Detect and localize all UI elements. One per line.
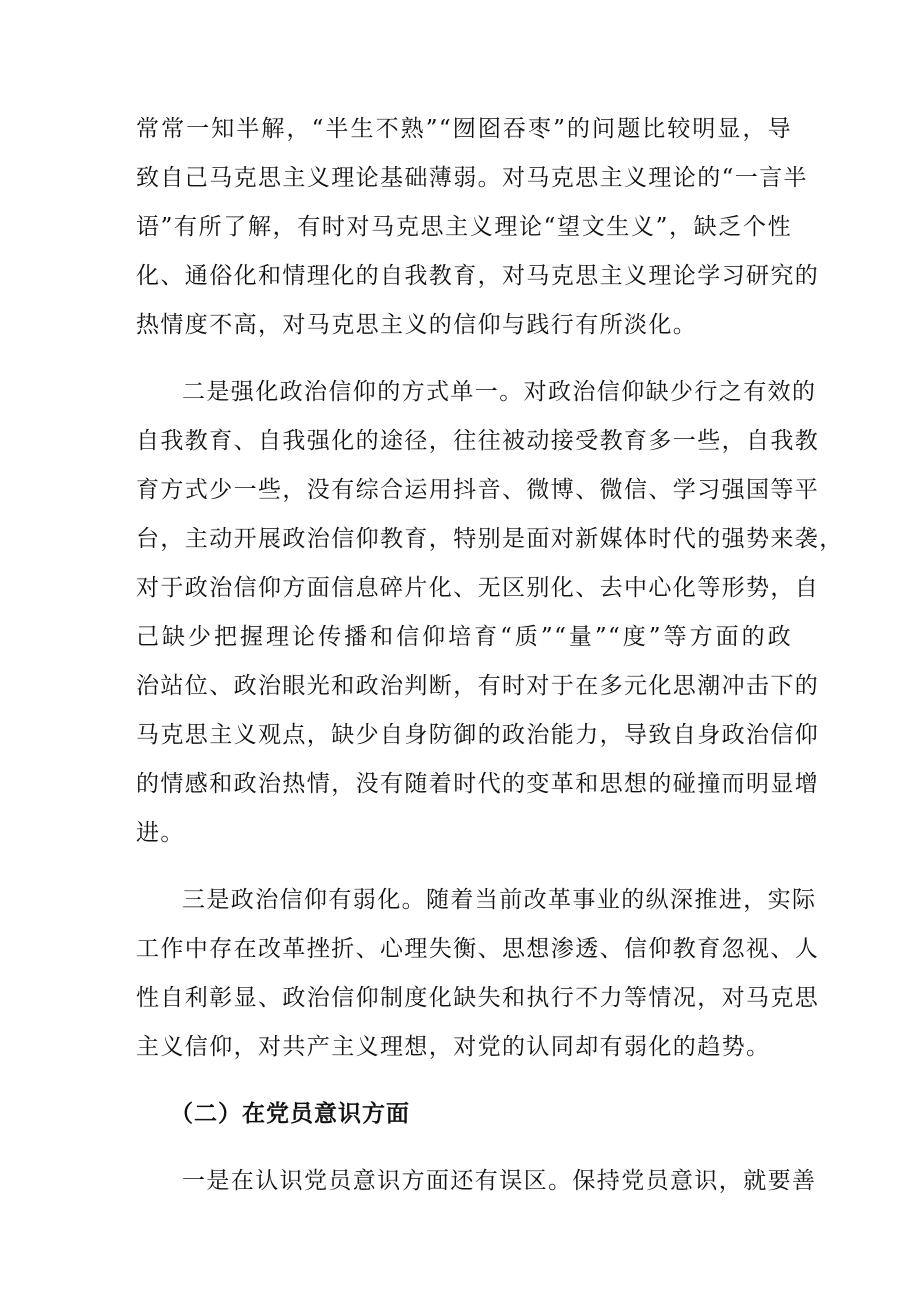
paragraph-3-line-3: 性自利彰显、政治信仰制度化缺失和执行不力等情况，对马克思 [136, 985, 820, 1011]
paragraph-2-line-3: 育方式少一些，没有综合运用抖音、微博、微信、学习强国等平 [136, 477, 820, 503]
paragraph-2-line-8: 马克思主义观点，缺少自身防御的政治能力，导致自身政治信仰 [136, 722, 820, 748]
paragraph-2-line-5: 对于政治信仰方面信息碎片化、无区别化、去中心化等形势，自 [136, 575, 820, 601]
paragraph-1-line-4: 化、通俗化和情理化的自我教育，对马克思主义理论学习研究的 [136, 263, 820, 289]
paragraph-2-line-7: 治站位、政治眼光和政治判断，有时对于在多元化思潮冲击下的 [136, 673, 820, 699]
paragraph-2-line-6: 己缺少把握理论传播和信仰培育“质”“量”“度”等方面的政 [136, 624, 792, 650]
paragraph-3-line-4: 主义信仰，对共产主义理想，对党的认同却有弱化的趋势。 [136, 1034, 771, 1060]
paragraph-4-line-1: 一是在认识党员意识方面还有误区。保持党员意识，就要善 [182, 1168, 817, 1194]
paragraph-3-line-1: 三是政治信仰有弱化。随着当前改革事业的纵深推进，实际 [182, 887, 817, 913]
paragraph-2-line-10: 进。 [136, 820, 185, 846]
paragraph-3-line-2: 工作中存在改革挫折、心理失衡、思想渗透、信仰教育忽视、人 [136, 936, 820, 962]
paragraph-2-line-1: 二是强化政治信仰的方式单一。对政治信仰缺少行之有效的 [182, 379, 817, 405]
paragraph-2-line-4: 台，主动开展政治信仰教育，特别是面对新媒体时代的强势来袭， [136, 526, 844, 552]
paragraph-1-line-3: 语”有所了解，有时对马克思主义理论“望文生义”，缺乏个性 [136, 214, 792, 240]
paragraph-1-line-5: 热情度不高，对马克思主义的信仰与践行有所淡化。 [136, 312, 698, 338]
paragraph-1-line-1: 常常一知半解，“半生不熟”“囫囵吞枣”的问题比较明显，导 [136, 116, 792, 142]
paragraph-1-line-2: 致自己马克思主义理论基础薄弱。对马克思主义理论的“一言半 [136, 165, 808, 191]
paragraph-2-line-9: 的情感和政治热情，没有随着时代的变革和思想的碰撞而明显增 [136, 771, 820, 797]
paragraph-2-line-2: 自我教育、自我强化的途径，往往被动接受教育多一些，自我教 [136, 428, 820, 454]
section-heading: （二）在党员意识方面 [170, 1101, 410, 1127]
